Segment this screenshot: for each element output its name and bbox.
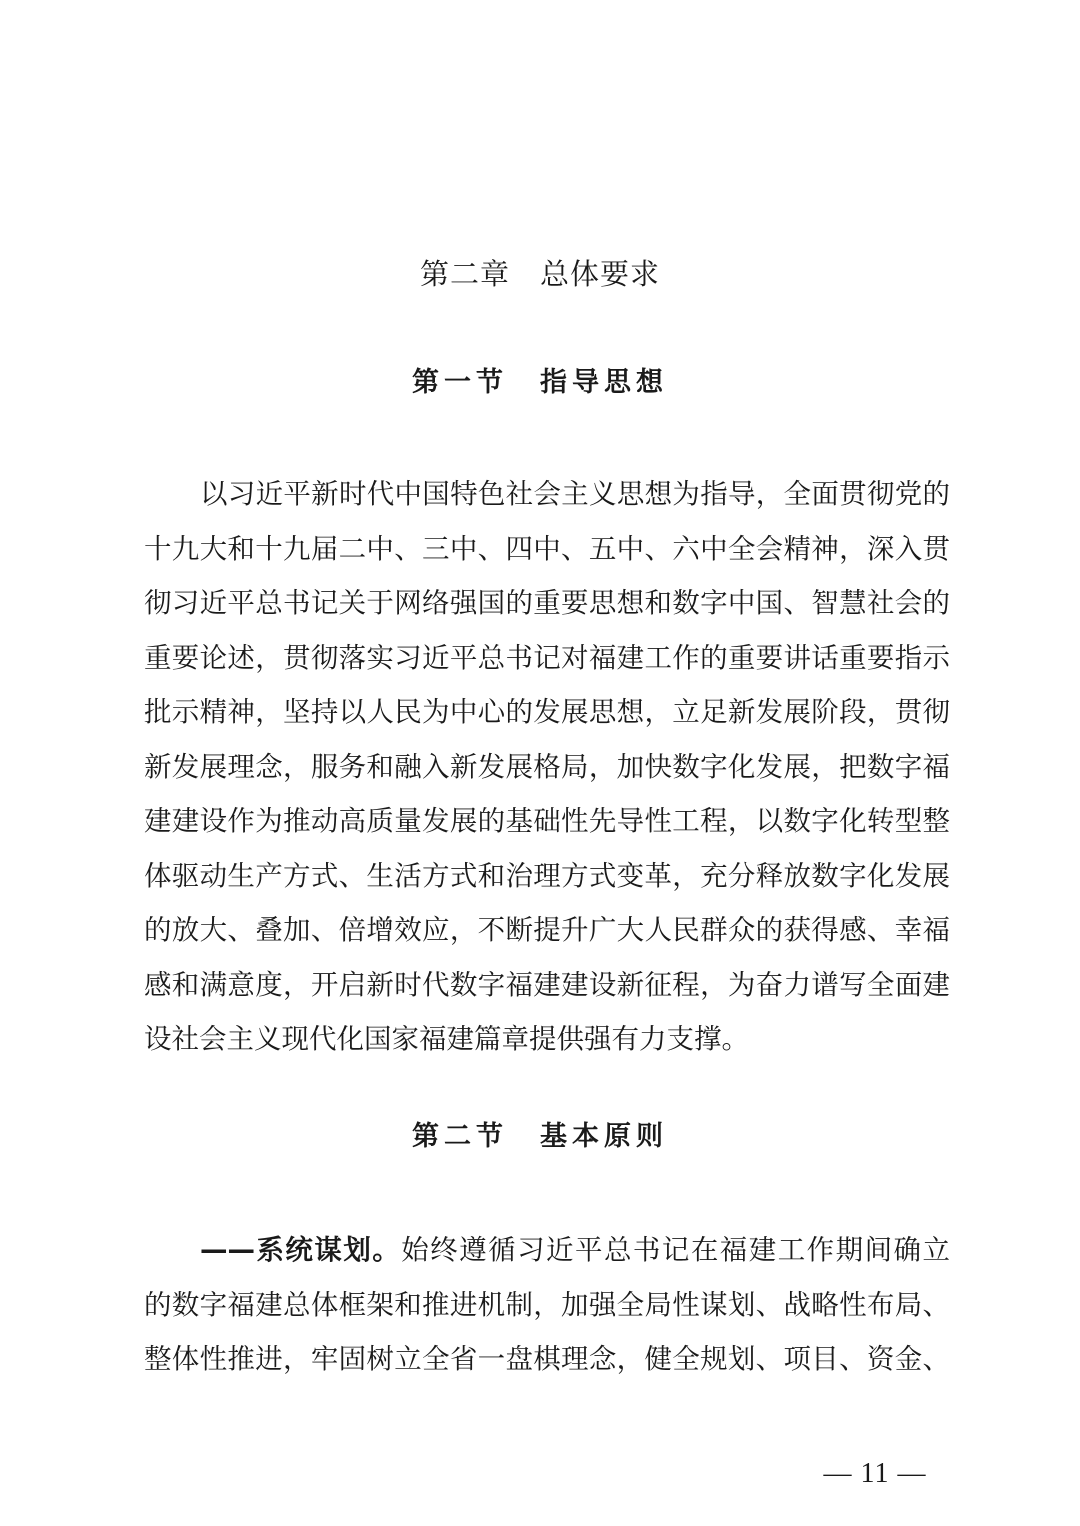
paragraph-line: 体驱动生产方式、生活方式和治理方式变革，充分释放数字化发展 bbox=[144, 859, 950, 892]
paragraph-line: 的数字福建总体框架和推进机制，加强全局性谋划、战略性布局、 bbox=[144, 1288, 950, 1321]
guiding-ideology-paragraph bbox=[144, 467, 950, 1067]
paragraph-line: 重要论述，贯彻落实习近平总书记对福建工作的重要讲话重要指示 bbox=[144, 641, 950, 674]
paragraph-line: 设社会主义现代化国家福建篇章提供强有力支撑。 bbox=[144, 1023, 749, 1055]
paragraph-line: 新发展理念，服务和融入新发展格局，加快数字化发展，把数字福 bbox=[144, 750, 950, 783]
page-number: — 11 — bbox=[823, 1458, 927, 1489]
paragraph-line: 感和满意度，开启新时代数字福建建设新征程，为奋力谱写全面建 bbox=[144, 968, 950, 1001]
paragraph-line: 十九大和十九届二中、三中、四中、五中、六中全会精神，深入贯 bbox=[144, 532, 950, 565]
paragraph-line: 的放大、叠加、倍增效应，不断提升广大人民群众的获得感、幸福 bbox=[144, 914, 950, 946]
section-title-guiding-ideology: 第一节 指导思想 bbox=[412, 367, 668, 398]
paragraph-line: 以习近平新时代中国特色社会主义思想为指导，全面贯彻党的 bbox=[200, 478, 950, 510]
paragraph-line bbox=[144, 1223, 950, 1278]
paragraph-line: 建建设作为推动高质量发展的基础性先导性工程，以数字化转型整 bbox=[144, 805, 950, 837]
principle-first-line-text: 始终遵循习近平总书记在福建工作期间确立 bbox=[401, 1234, 950, 1266]
paragraph-line: 整体性推进，牢固树立全省一盘棋理念，健全规划、项目、资金、 bbox=[144, 1343, 950, 1375]
paragraph-line: 批示精神，坚持以人民为中心的发展思想，立足新发展阶段，贯彻 bbox=[144, 696, 950, 728]
basic-principles-paragraph bbox=[144, 1223, 950, 1387]
principle-lead-heading: ——系统谋划。 bbox=[200, 1234, 402, 1266]
paragraph-line: 彻习近平总书记关于网络强国的重要思想和数字中国、智慧社会的 bbox=[144, 587, 950, 619]
chapter-title: 第二章 总体要求 bbox=[419, 257, 660, 291]
section-title-basic-principles: 第二节 基本原则 bbox=[412, 1121, 668, 1152]
